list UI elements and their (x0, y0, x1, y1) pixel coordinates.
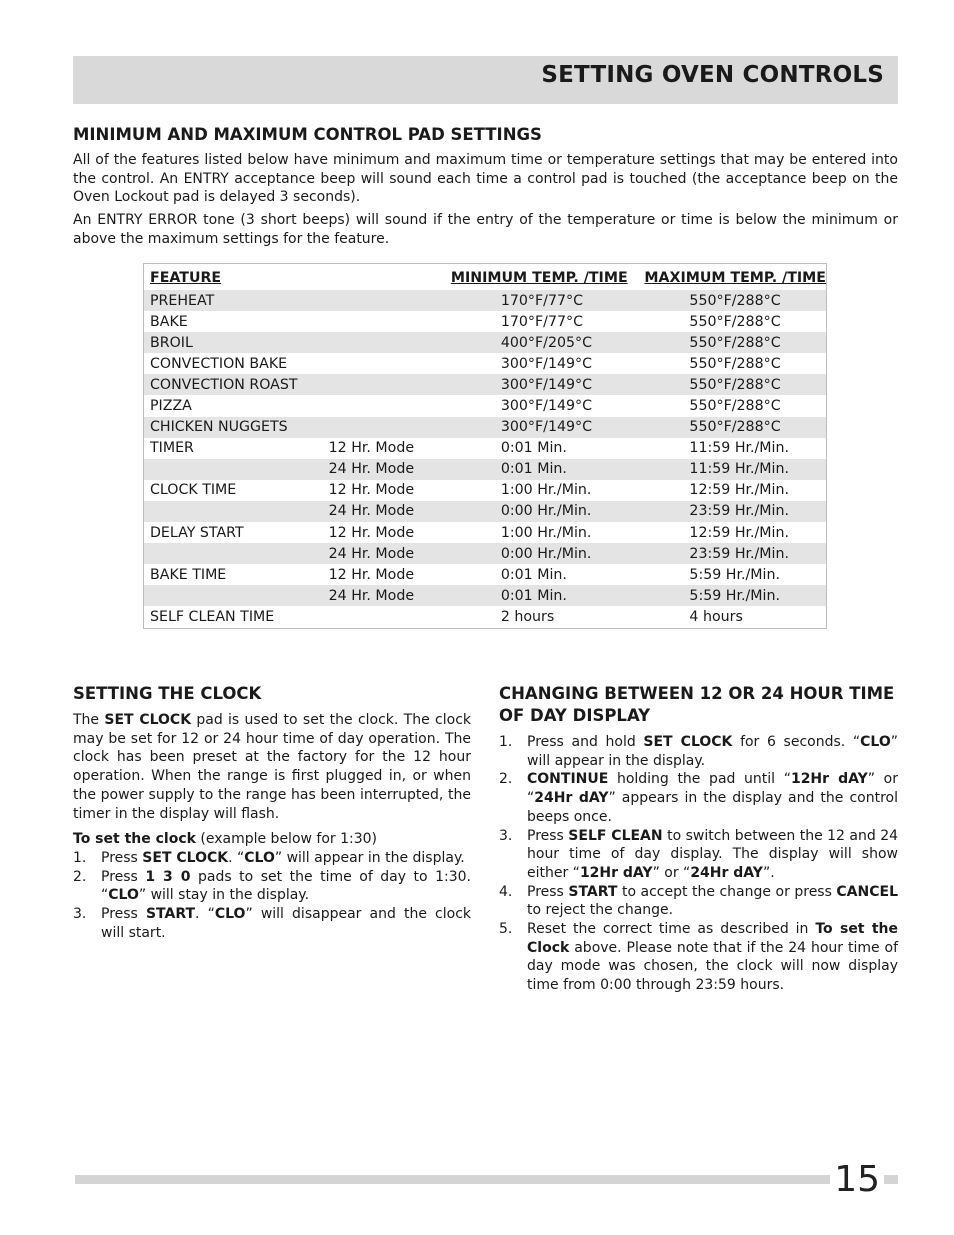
feature-cell: BAKE (150, 313, 188, 330)
mode-cell (323, 332, 451, 353)
minimum-cell: 0:00 Hr./Min. (451, 543, 640, 564)
feature-cell (144, 543, 323, 564)
minimum-cell: 300°F/149°C (500, 355, 593, 372)
header-feature: FEATURE (150, 270, 222, 286)
table-row (144, 438, 827, 459)
list-item: 3. Press START. “CLO” will disappear and the clock will start. (73, 906, 472, 941)
feature-cell: CLOCK TIME (150, 482, 237, 499)
table-body (144, 290, 827, 628)
list-item: 2. CONTINUE holding the pad until “12Hr dAY” or “24Hr dAY” appears in the display and the control beeps once. (499, 771, 898, 825)
mode-cell (323, 606, 451, 628)
mode-cell (323, 290, 451, 311)
mode-cell (323, 311, 451, 332)
footer-bar (75, 1175, 898, 1184)
minimum-cell: 0:01 Min. (500, 566, 567, 583)
table-row (144, 311, 827, 332)
table-row (144, 564, 827, 585)
table-row (144, 501, 827, 522)
header-minimum: MINIMUM TEMP. /TIME (450, 270, 628, 286)
setting-clock-paragraph: The SET CLOCK pad is used to set the clock. The clock may be set for 12 or 24 hour time of day operation. The clock has been preset at the factory for the 12 hour operation. When the range is first plugged in, or when the power supply to the range has been interrupted, the timer in the display will flash. (73, 712, 471, 822)
mode-cell: 24 Hr. Mode (323, 585, 451, 606)
maximum-cell: 5:59 Hr./Min. (689, 566, 780, 583)
minimum-cell: 300°F/149°C (500, 398, 593, 415)
maximum-cell: 12:59 Hr./Min. (689, 524, 789, 541)
table-row (144, 480, 827, 501)
change-display-section (499, 683, 898, 995)
feature-cell: BROIL (144, 332, 323, 353)
list-item: 3. Press SELF CLEAN to switch between the 12 and 24 hour time of day display. The display will show either “12Hr dAY” or “24Hr dAY”. (499, 827, 899, 881)
maximum-cell: 11:59 Hr./Min. (639, 459, 826, 480)
table-row (144, 522, 827, 543)
mode-cell: 24 Hr. Mode (323, 543, 451, 564)
feature-cell (144, 459, 323, 480)
mode-cell (323, 417, 451, 438)
minimum-cell: 0:00 Hr./Min. (451, 501, 640, 522)
change-display-heading: CHANGING BETWEEN 12 OR 24 HOUR TIME OF DAY DISPLAY (499, 684, 895, 725)
minimum-cell: 2 hours (500, 608, 555, 625)
list-item: 2. Press 1 3 0 pads to set the time of day to 1:30. “CLO” will stay in the display. (73, 868, 472, 904)
maximum-cell: 550°F/288°C (689, 313, 781, 330)
maximum-cell: 550°F/288°C (639, 290, 826, 311)
table-row (144, 332, 827, 353)
mode-cell (323, 395, 451, 416)
mode-cell (323, 374, 451, 395)
list-item: 5. Reset the correct time as described in To set the Clock above. Please note that if the 24 hour time of day mode was chosen, the clock will now display time from 0:00 through 23:59 hours. (499, 921, 898, 994)
header-mode (323, 264, 451, 291)
feature-cell: BAKE TIME (150, 566, 227, 583)
table-row (144, 417, 827, 438)
table-row (144, 585, 827, 606)
settings-table (143, 263, 827, 629)
intro-paragraph-2: An ENTRY ERROR tone (3 short beeps) will sound if the entry of the temperature or time is below the minimum or above the maximum settings for the feature. (73, 212, 898, 247)
minimum-cell: 300°F/149°C (451, 374, 640, 395)
min-max-heading: MINIMUM AND MAXIMUM CONTROL PAD SETTINGS (73, 125, 542, 144)
set-clock-subheading: To set the clock (example below for 1:30) (73, 831, 378, 848)
table-row (144, 543, 827, 564)
set-clock-steps (73, 849, 471, 943)
minimum-cell: 300°F/149°C (451, 417, 640, 438)
minimum-cell: 0:01 Min. (500, 440, 567, 457)
setting-clock-section (73, 683, 471, 942)
minimum-cell: 1:00 Hr./Min. (500, 482, 592, 499)
maximum-cell: 11:59 Hr./Min. (689, 440, 789, 457)
feature-cell: CONVECTION ROAST (144, 374, 323, 395)
feature-cell (144, 585, 323, 606)
minimum-cell: 1:00 Hr./Min. (500, 524, 592, 541)
header-maximum: MAXIMUM TEMP. /TIME (644, 270, 826, 286)
table-row (144, 606, 827, 628)
feature-cell: TIMER (150, 440, 194, 457)
table-row (144, 374, 827, 395)
maximum-cell: 550°F/288°C (639, 374, 826, 395)
page-number: 15 (830, 1158, 884, 1202)
maximum-cell: 5:59 Hr./Min. (639, 585, 826, 606)
table-row (144, 353, 827, 374)
mode-cell: 24 Hr. Mode (323, 459, 451, 480)
intro-paragraph-1: All of the features listed below have minimum and maximum time or temperature settings that may be entered into the control. An ENTRY acceptance beep will sound each time a control pad is touched (the acceptance beep on the Oven Lockout pad is delayed 3 seconds). (73, 152, 898, 206)
feature-cell (144, 501, 323, 522)
maximum-cell: 550°F/288°C (689, 355, 781, 372)
change-display-steps (499, 733, 898, 995)
mode-cell: 12 Hr. Mode (328, 440, 415, 457)
table-row (144, 459, 827, 480)
maximum-cell: 12:59 Hr./Min. (689, 482, 789, 499)
maximum-cell: 23:59 Hr./Min. (639, 501, 826, 522)
page-title: SETTING OVEN CONTROLS (541, 62, 884, 88)
list-item: 1. Press SET CLOCK. “CLO” will appear in the display. (73, 849, 465, 866)
mode-cell: 12 Hr. Mode (328, 566, 415, 583)
minimum-cell: 400°F/205°C (451, 332, 640, 353)
maximum-cell: 550°F/288°C (689, 398, 781, 415)
minimum-cell: 170°F/77°C (500, 313, 584, 330)
mode-cell (323, 353, 451, 374)
feature-cell: DELAY START (150, 524, 244, 541)
feature-cell: PREHEAT (144, 290, 323, 311)
setting-clock-heading: SETTING THE CLOCK (73, 684, 262, 703)
table-row (144, 395, 827, 416)
feature-cell: CHICKEN NUGGETS (144, 417, 323, 438)
feature-cell: CONVECTION BAKE (150, 355, 288, 372)
minimum-cell: 0:01 Min. (451, 585, 640, 606)
maximum-cell: 4 hours (689, 608, 743, 625)
feature-cell: SELF CLEAN TIME (150, 608, 275, 625)
feature-cell: PIZZA (150, 398, 192, 415)
list-item: 1. Press and hold SET CLOCK for 6 seconds. “CLO” will appear in the display. (499, 734, 899, 769)
minimum-cell: 170°F/77°C (451, 290, 640, 311)
header-bar (73, 56, 898, 104)
mode-cell: 24 Hr. Mode (323, 501, 451, 522)
mode-cell: 12 Hr. Mode (328, 524, 415, 541)
minimum-cell: 0:01 Min. (451, 459, 640, 480)
table-row (144, 290, 827, 311)
maximum-cell: 550°F/288°C (639, 417, 826, 438)
list-item: 4. Press START to accept the change or press CANCEL to reject the change. (499, 883, 898, 919)
maximum-cell: 550°F/288°C (639, 332, 826, 353)
mode-cell: 12 Hr. Mode (328, 482, 415, 499)
table-header-row (144, 264, 827, 291)
maximum-cell: 23:59 Hr./Min. (639, 543, 826, 564)
